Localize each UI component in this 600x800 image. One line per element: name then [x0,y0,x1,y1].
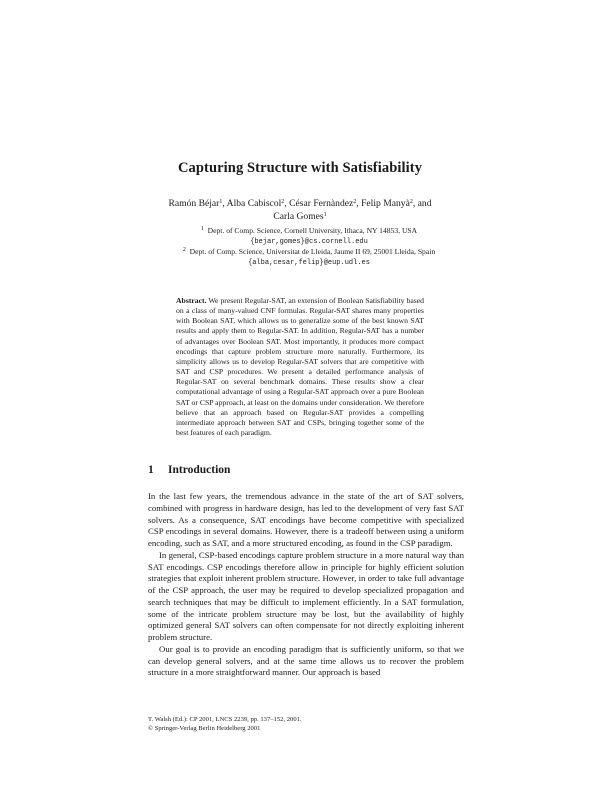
affiliation-text: Dept. of Comp. Science, Cornell University, Ithaca, NY 14853, USA [207,226,418,235]
author-name: Felip Manyà [361,198,410,209]
section-title: Introduction [168,464,231,476]
author-list: Ramón Béjar$^1$, Alba Cabiscol$^2$, César Fernàndez$^2$, Felip Manyà$^2$, and Carla Gomes$^1$ [168,198,432,222]
paragraph: Our goal is to provide an encoding paradigm that is sufficiently uniform, so that we can develop general solvers, and at the same time allows us to recover the problem structure in a more straightforward manner. Our approach is based [148,643,464,678]
body-text [148,491,464,679]
author-name: César Fernàndez [289,198,354,209]
affiliation-mark: 2 [353,199,357,205]
affiliation-mark: 1 [323,211,327,218]
affiliation-mark: 2 [182,247,186,254]
citation-line: T. Walsh (Ed.): CP 2001, LNCS 2239, pp. 137–152, 2001. [148,716,302,723]
section-number: 1 [148,464,154,476]
affiliation-mark: 1 [200,226,204,232]
affiliation-email: {alba,cesar,felip}@eup.udl.es [248,258,370,267]
section-heading [148,464,230,476]
paper-title: Capturing Structure with Satisfiability [177,160,423,176]
affiliation-2 [150,247,468,258]
affiliation-mark: 1 [219,199,223,205]
affiliation-mark: 2 [281,199,285,205]
author-name: Ramón Béjar [168,198,220,209]
author-name: Carla Gomes [273,210,324,222]
abstract-text: We present Regular-SAT, an extension of Boolean Satisfiability based on a class of many-valued CNF formulas. Regular-SAT shares many properties with Boolean SAT, which allows us to generalize some of the best known SAT results and apply them to Regular-SAT. In addition, Regular-SAT has a number of advantages over Boolean SAT. Most importantly, it produces more compact encodings that capture problem structure more naturally. Furthermore, its simplicity allows us to develop Regular-SAT solvers that are competitive with SAT and CSP procedures. We present a detailed performance analysis of Regular-SAT on several benchmark domains. These results show a clear computational advantage of using a Regular-SAT approach over a pure Boolean SAT or CSP approach, at least on the domains under consideration. We therefore believe that an approach based on Regular-SAT provides a compelling intermediate approach between SAT and CSPs, bringing together some of the best features of each paradigm. [176,296,424,438]
author-conjunction: and [417,198,432,209]
paragraph: In the last few years, the tremendous advance in the state of the art of SAT solvers, combined with progress in hardware design, has led to the development of very fast SAT solvers. As a consequence, SAT encodings have become competitive with specialized CSP encodings in several domains. However, there is a tradeoff between using a uniform encoding, such as SAT, and a more structured encoding, as found in the CSP paradigm. [148,491,464,548]
abstract-label: Abstract. [176,296,207,305]
affiliation-email: {bejar,gomes}@cs.cornell.edu [250,237,368,246]
abstract [176,296,424,438]
footer-citation [148,716,464,733]
paragraph: In general, CSP-based encodings capture problem structure in a more natural way than SAT encodings. CSP encodings therefore allow in principle for highly efficient solution strategies that exploit inherent problem structure. However, in order to take full advantage of the CSP approach, the user may be required to develop specialized propagation and search techniques that may be difficult to implement efficiently. In a SAT formulation, some of the intricate problem structure may be lost, but the availability of highly optimized general SAT solvers can often compensate for not directly exploiting inherent problem structure. [148,549,464,642]
copyright-line: © Springer-Verlag Berlin Heidelberg 2001 [148,724,261,732]
affiliations [150,226,468,268]
author-name: Alba Cabiscol [226,198,282,209]
affiliation-mark: 2 [409,199,413,205]
affiliation-text: Dept. of Comp. Science, Universitat de Lleida, Jaume II 69, 25001 Lleida, Spain [189,247,436,257]
affiliation-1 [150,226,468,237]
